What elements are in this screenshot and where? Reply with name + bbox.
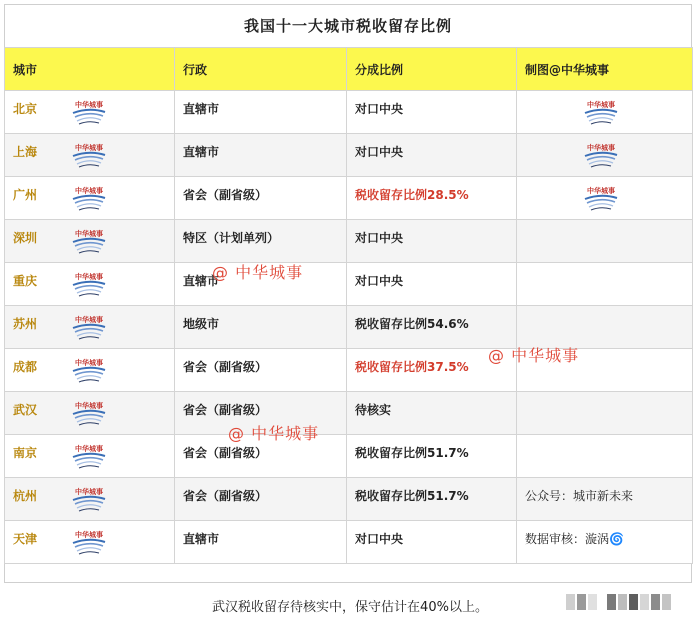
city-cell <box>5 478 175 521</box>
table-row <box>5 263 693 306</box>
table-row <box>5 220 693 263</box>
admin-text: 地级市 <box>183 317 220 331</box>
table-row <box>5 349 693 392</box>
admin-text: 直辖市 <box>183 102 220 116</box>
credit-cell <box>517 521 693 564</box>
ratio-text: 对口中央 <box>355 274 404 288</box>
table-row <box>5 91 693 134</box>
logo-text: 中华城事 <box>75 445 103 453</box>
ratio-cell <box>347 134 517 177</box>
admin-cell <box>175 220 347 263</box>
ratio-text: 税收留存比例54.6% <box>355 317 469 331</box>
credit-cell <box>517 435 693 478</box>
logo-text: 中华城事 <box>75 187 103 195</box>
ratio-text: 税收留存比例51.7% <box>355 446 469 460</box>
admin-cell <box>175 306 347 349</box>
city-name: 重庆 <box>13 274 38 288</box>
admin-cell <box>175 521 347 564</box>
credit-cell <box>517 478 693 521</box>
ratio-cell <box>347 177 517 220</box>
table-row <box>5 134 693 177</box>
city-cell <box>5 521 175 564</box>
ratio-cell <box>347 91 517 134</box>
table-row <box>5 392 693 435</box>
admin-cell <box>175 349 347 392</box>
ratio-text: 税收留存比例51.7% <box>355 489 469 503</box>
logo-text: 中华城事 <box>75 273 103 281</box>
admin-text: 省会（副省级） <box>183 360 268 374</box>
city-name: 天津 <box>13 532 38 546</box>
zhonghua-chengshi-logo <box>579 142 623 170</box>
credit-cell <box>517 392 693 435</box>
ratio-cell <box>347 435 517 478</box>
header-city: 城市 <box>5 48 175 91</box>
ratio-cell <box>347 263 517 306</box>
logo-text: 中华城事 <box>75 531 103 539</box>
city-name: 北京 <box>13 102 38 116</box>
note-text: 数据审核：漩涡🌀 <box>525 532 624 546</box>
zhonghua-chengshi-logo <box>67 142 111 170</box>
header-credit: 制图@中华城事 <box>517 48 693 91</box>
logo-text: 中华城事 <box>75 230 103 238</box>
zhonghua-chengshi-logo <box>67 357 111 385</box>
zhonghua-chengshi-logo <box>67 185 111 213</box>
note-text: 公众号：城市新未来 <box>525 489 634 503</box>
watermark: @ 中华城事 <box>488 346 580 365</box>
header-ratio: 分成比例 <box>347 48 517 91</box>
admin-text: 特区（计划单列） <box>183 231 280 245</box>
table-header-row <box>5 48 693 91</box>
admin-cell <box>175 91 347 134</box>
city-name: 上海 <box>13 145 38 159</box>
city-name: 成都 <box>13 360 38 374</box>
admin-cell <box>175 177 347 220</box>
page-title: 我国十一大城市税收留存比例 <box>243 17 452 35</box>
admin-text: 省会（副省级） <box>183 446 268 460</box>
logo-text: 中华城事 <box>75 101 103 109</box>
credit-cell <box>517 263 693 306</box>
admin-text: 直辖市 <box>183 532 220 546</box>
city-cell <box>5 134 175 177</box>
ratio-text: 税收留存比例37.5% <box>355 360 469 374</box>
city-cell <box>5 91 175 134</box>
tax-table <box>4 47 693 564</box>
logo-text: 中华城事 <box>587 144 615 152</box>
ratio-cell <box>347 220 517 263</box>
table-row <box>5 478 693 521</box>
logo-text: 中华城事 <box>75 359 103 367</box>
credit-cell <box>517 134 693 177</box>
city-cell <box>5 220 175 263</box>
ratio-cell <box>347 392 517 435</box>
logo-text: 中华城事 <box>75 402 103 410</box>
logo-text: 中华城事 <box>587 101 615 109</box>
admin-cell <box>175 134 347 177</box>
city-cell <box>5 263 175 306</box>
table-row <box>5 306 693 349</box>
ratio-text: 待核实 <box>355 403 392 417</box>
admin-cell <box>175 478 347 521</box>
watermark: @ 中华城事 <box>228 424 320 443</box>
city-cell <box>5 177 175 220</box>
table-row <box>5 177 693 220</box>
blurred-signature <box>566 594 671 610</box>
credit-cell <box>517 220 693 263</box>
city-name: 杭州 <box>13 489 38 503</box>
ratio-text: 税收留存比例28.5% <box>355 188 469 202</box>
city-cell <box>5 392 175 435</box>
table-body <box>5 91 693 564</box>
admin-text: 直辖市 <box>183 145 220 159</box>
zhonghua-chengshi-logo <box>67 99 111 127</box>
zhonghua-chengshi-logo <box>579 99 623 127</box>
ratio-cell <box>347 521 517 564</box>
admin-text: 省会（副省级） <box>183 403 268 417</box>
logo-text: 中华城事 <box>75 488 103 496</box>
zhonghua-chengshi-logo <box>67 529 111 557</box>
zhonghua-chengshi-logo <box>67 314 111 342</box>
ratio-text: 对口中央 <box>355 532 404 546</box>
ratio-text: 对口中央 <box>355 102 404 116</box>
ratio-cell <box>347 478 517 521</box>
city-cell <box>5 306 175 349</box>
zhonghua-chengshi-logo <box>579 185 623 213</box>
logo-text: 中华城事 <box>75 316 103 324</box>
admin-text: 省会（副省级） <box>183 489 268 503</box>
table-row <box>5 521 693 564</box>
zhonghua-chengshi-logo <box>67 443 111 471</box>
zhonghua-chengshi-logo <box>67 271 111 299</box>
watermark: @ 中华城事 <box>212 263 304 282</box>
city-name: 深圳 <box>13 231 38 245</box>
credit-cell <box>517 177 693 220</box>
admin-text: 直辖市 <box>183 274 220 288</box>
zhonghua-chengshi-logo <box>67 400 111 428</box>
credit-cell <box>517 91 693 134</box>
zhonghua-chengshi-logo <box>67 228 111 256</box>
city-cell <box>5 349 175 392</box>
ratio-text: 对口中央 <box>355 145 404 159</box>
header-admin: 行政 <box>175 48 347 91</box>
city-name: 广州 <box>13 188 38 202</box>
city-name: 南京 <box>13 446 38 460</box>
city-name: 苏州 <box>13 317 38 331</box>
admin-text: 省会（副省级） <box>183 188 268 202</box>
city-name: 武汉 <box>13 403 38 417</box>
logo-text: 中华城事 <box>75 144 103 152</box>
ratio-text: 对口中央 <box>355 231 404 245</box>
footer-note: 武汉税收留存待核实中，保守估计在40%以上。 <box>212 600 488 615</box>
table-row <box>5 435 693 478</box>
city-cell <box>5 435 175 478</box>
logo-text: 中华城事 <box>587 187 615 195</box>
zhonghua-chengshi-logo <box>67 486 111 514</box>
